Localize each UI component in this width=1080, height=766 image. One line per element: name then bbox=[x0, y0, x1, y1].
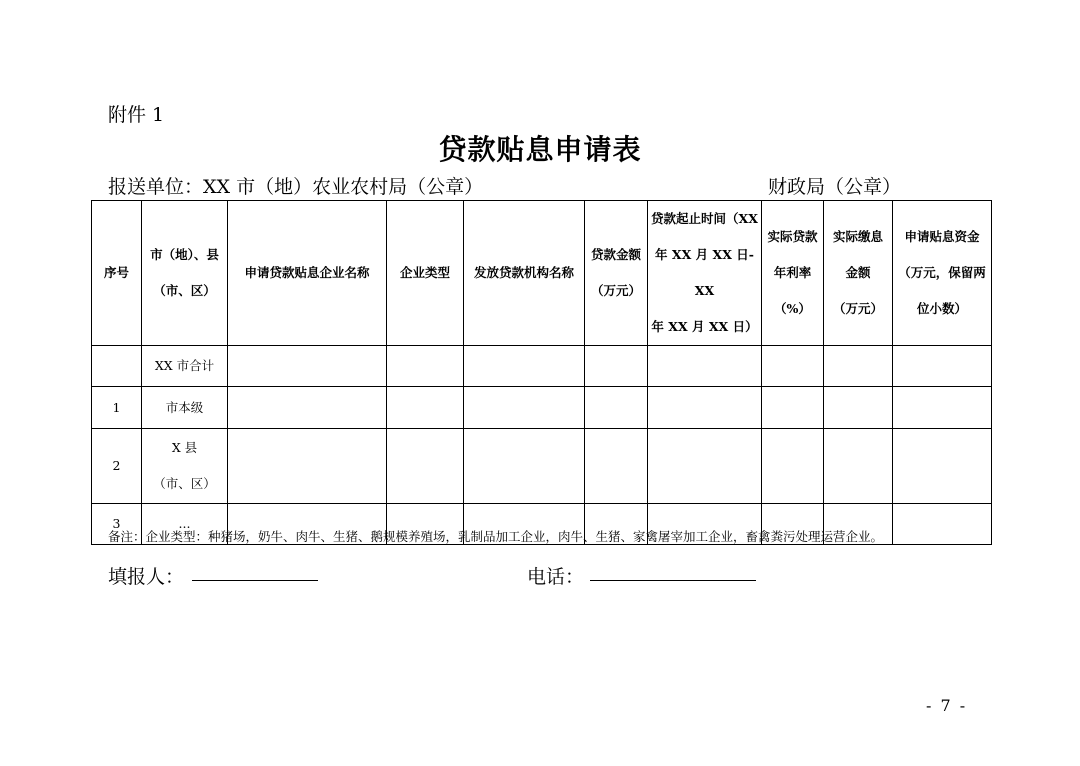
cell-loan-period[interactable] bbox=[648, 429, 762, 504]
filler-signature-line[interactable] bbox=[192, 580, 318, 581]
cell-enterprise-type[interactable] bbox=[387, 346, 464, 387]
cell-interest-paid[interactable] bbox=[824, 346, 893, 387]
header-enterprise-type: 企业类型 bbox=[387, 201, 464, 346]
cell-loan-amount[interactable] bbox=[585, 387, 648, 429]
cell-enterprise-name[interactable] bbox=[228, 346, 387, 387]
row-region: XX 市合计 bbox=[142, 346, 228, 387]
cell-enterprise-name[interactable] bbox=[228, 387, 387, 429]
cell-interest-rate[interactable] bbox=[762, 387, 824, 429]
submit-unit-label: 报送单位：XX 市（地）农业农村局（公章） bbox=[108, 176, 484, 198]
header-loan-period: 贷款起止时间（XX 年 XX 月 XX 日-XX 年 XX 月 XX 日） bbox=[648, 201, 762, 346]
remarks-note: 备注：企业类型：种猪场，奶牛、肉牛、生猪、鹅规模养殖场，乳制品加工企业，肉牛、生猪、家禽屠宰加工企业，畜禽粪污处理运营企业。 bbox=[108, 529, 884, 544]
phone-label: 电话： bbox=[527, 566, 585, 588]
subsidy-application-table bbox=[91, 200, 992, 545]
table-row bbox=[92, 346, 992, 387]
row-region: 市本级 bbox=[142, 387, 228, 429]
cell-loan-amount[interactable] bbox=[585, 429, 648, 504]
cell-loan-period[interactable] bbox=[648, 346, 762, 387]
cell-enterprise-type[interactable] bbox=[387, 387, 464, 429]
cell-subsidy-requested[interactable] bbox=[893, 504, 992, 545]
header-interest-paid: 实际缴息 金额 （万元） bbox=[824, 201, 893, 346]
cell-lending-institution[interactable] bbox=[464, 346, 585, 387]
row-region: ... bbox=[142, 504, 228, 545]
table-row bbox=[92, 429, 992, 504]
row-index: 2 bbox=[92, 429, 142, 504]
header-index: 序号 bbox=[92, 201, 142, 346]
header-interest-rate: 实际贷款 年利率 （%） bbox=[762, 201, 824, 346]
cell-loan-period[interactable] bbox=[648, 387, 762, 429]
phone-input-line[interactable] bbox=[590, 580, 756, 581]
header-subsidy-requested: 申请贴息资金 （万元，保留两 位小数） bbox=[893, 201, 992, 346]
cell-lending-institution[interactable] bbox=[464, 429, 585, 504]
cell-subsidy-requested[interactable] bbox=[893, 387, 992, 429]
table-row bbox=[92, 387, 992, 429]
row-index bbox=[92, 346, 142, 387]
filler-label: 填报人： bbox=[108, 566, 185, 588]
cell-enterprise-name[interactable] bbox=[228, 429, 387, 504]
header-lending-institution: 发放贷款机构名称 bbox=[464, 201, 585, 346]
cell-lending-institution[interactable] bbox=[464, 387, 585, 429]
form-title: 贷款贴息申请表 bbox=[438, 133, 642, 166]
row-region: X 县 （市、区） bbox=[142, 429, 228, 504]
cell-enterprise-type[interactable] bbox=[387, 429, 464, 504]
row-index: 3 bbox=[92, 504, 142, 545]
cell-loan-amount[interactable] bbox=[585, 346, 648, 387]
header-loan-amount: 贷款金额 （万元） bbox=[585, 201, 648, 346]
cell-interest-rate[interactable] bbox=[762, 346, 824, 387]
cell-interest-paid[interactable] bbox=[824, 387, 893, 429]
attachment-label: 附件 1 bbox=[108, 104, 165, 126]
header-region: 市（地）、县 （市、区） bbox=[142, 201, 228, 346]
header-enterprise-name: 申请贷款贴息企业名称 bbox=[228, 201, 387, 346]
cell-interest-rate[interactable] bbox=[762, 429, 824, 504]
table-header-row bbox=[92, 201, 992, 346]
finance-bureau-label: 财政局（公章） bbox=[768, 176, 902, 198]
page-number: - 7 - bbox=[926, 696, 968, 715]
cell-subsidy-requested[interactable] bbox=[893, 429, 992, 504]
cell-interest-paid[interactable] bbox=[824, 429, 893, 504]
row-index: 1 bbox=[92, 387, 142, 429]
cell-subsidy-requested[interactable] bbox=[893, 346, 992, 387]
